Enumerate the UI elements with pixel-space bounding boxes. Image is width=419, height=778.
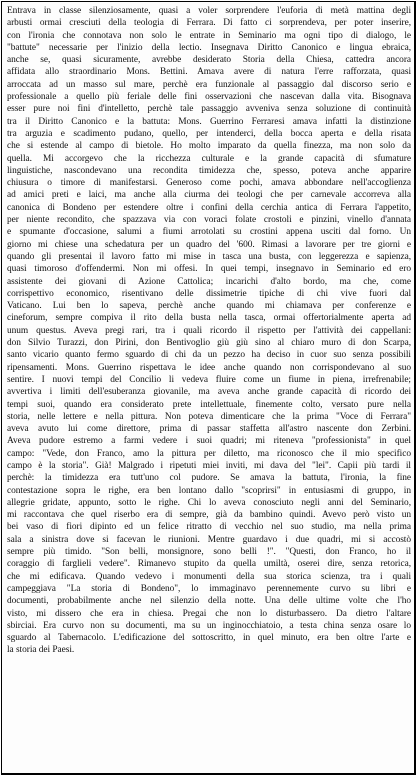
text-line: santo vicario quanto fermo sguardo di chi da un pezzo ha deciso in cuor suo senza possibili — [7, 350, 411, 361]
text-line: affidata allo straordinario Mons. Bettini. Amava avere di natura l'erre rafforzata, quasi — [7, 67, 411, 78]
text-line: e spumante d'occasione, salumi a fiumi arrotolati su crostini appena usciti dal forno. Un — [7, 227, 411, 238]
text-line: campo: "Vede, don Franco, amo la pittura per diletto, ma riconosco che il mio specifico — [7, 448, 411, 459]
text-line: esser pure noi fini d'intelletto, perchè tale passaggio avveniva senza soluzione di continuità — [7, 104, 411, 115]
text-line: chiusura o timore di manifestarsi. Generoso come pochi, amava abbondare nell'accoglienza — [7, 178, 411, 189]
text-line: giorno mi chiese una schedatura per un quadro del '600. Rimasi a lavorare per tre giorni e — [7, 239, 411, 250]
text-line: tra il Diritto Canonico e la battuta: Mons. Guerrino Ferraresi amava infatti la distinzione — [7, 116, 411, 127]
text-line: bei vaso di fiori dipinto ed un felice ritratto di vecchio nel suo studio, ma nella prima — [7, 522, 411, 533]
text-line: storia, nelle lettere e nella pittura. Non poteva dimenticare che la prima "Voce di Ferrara" — [7, 411, 411, 422]
text-line: con l'ironia che connotava non solo le entrate in Seminario ma ogni tipo di dialogo, le — [7, 30, 411, 41]
text-line: coraggio di farglieli vedere". Rimanevo stupito da quella umiltà, oserei dire, senza retorica, — [7, 559, 411, 570]
text-line: linguistiche, nascondevano una recondita timidezza che, spesso, poteva anche apparire — [7, 165, 411, 176]
text-line: sguardo al Tabernacolo. L'edificazione del sottoscritto, in quel minuto, era ben oltre l'arte e — [7, 633, 411, 644]
text-line: sala a sinistra dove si facevan le riunioni. Mentre guardavo i due quadri, mi si accostò — [7, 534, 411, 545]
text-line: documenti, probabilmente anche nel silenzio della notte. Una delle ultime volte che l'ho — [7, 596, 411, 607]
text-line: sentire. I nuovi tempi del Concilio li vedeva fluire come un fiume in piena, irrefrenabile; — [7, 374, 411, 385]
text-line: quasi timoroso d'offendermi. Non mi offesi. In quei tempi, insegnavo in Seminario ed ero — [7, 264, 411, 275]
text-line: allegrie gridate, appunto, sotto le righe. Chi lo aveva conosciuto negli anni del Seminario, — [7, 497, 411, 508]
scanned-page — [1, 1, 416, 775]
text-line: avvertiva i limiti dell'esuberanza giovanile, ma aveva anche grande capacità di ricordo dei — [7, 387, 411, 398]
text-line: ripensamenti. Mons. Guerrino rispettava le idee anche quando non corrispondevano al suo — [7, 362, 411, 373]
text-line: tempi suoi, quando era considerato prete intellettuale, finemente colto, versato pure nella — [7, 399, 411, 410]
text-line: don Silvio Turazzi, don Pirini, don Bentivoglio giù giù sino al chiaro muro di don Scarpa, — [7, 338, 411, 349]
text-line: Aveva pudore estremo a farmi vedere i suoi quadri; mi riteneva "professionista" in quel — [7, 436, 411, 447]
text-line: visto, mi dissero che era in chiesa. Pregai che non lo disturbassero. Da dietro l'altare — [7, 608, 411, 619]
text-line: professionale a quello più feriale delle fini osservazioni che nascevan dalla vita. Bisognava — [7, 92, 411, 103]
text-line: cineforum, sempre compiva il rito della busta nella tasca, ormai offertorialmente aperta ad — [7, 313, 411, 324]
text-line: corrispettivo economico, risentivano delle dissimetrie tipiche di chi vive fuori dal — [7, 288, 411, 299]
text-line: perchè: la timidezza era tutt'uno col pudore. Se amava la battuta, l'ironia, la fine — [7, 473, 411, 484]
text-line: unum questus. Aveva pregi rari, tra i quali ricordo il rispetto per l'attività dei cappellani: — [7, 325, 411, 336]
text-line: che si estende al campo di bietole. Ho molto imparato da quella finezza, ma non solo da — [7, 141, 411, 152]
text-line: quando gli presentai il lavoro fatto mi mise in tasca una busta, con leggerezza e sapienza, — [7, 251, 411, 262]
text-line: per niente recondito, che spazzava via con voraci folate crostoli e pinzini, vinello d'annata — [7, 215, 411, 226]
memoir-text-block — [7, 5, 411, 657]
text-line: che mi edificava. Quando vedevo i monumenti della sua storica scienza, tra i quali — [7, 571, 411, 582]
text-line: campeggiava "La storia di Bondeno", lo immaginavo perennemente curvo su libri e — [7, 583, 411, 594]
text-line: arroccata ad un masso sul mare, perchè era funzionale al passaggio dal discorso serio e — [7, 79, 411, 90]
text-line: campo è la storia". Già! Malgrado i ripetuti miei inviti, mi dava del "lei". Capii più tardi il — [7, 460, 411, 471]
text-line: Vaticano. Lui ben lo sapeva, perchè anche quando mi chiamava per conferenze e — [7, 301, 411, 312]
text-line: quella. Mi accorgevo che la ricchezza culturale e la grande capacità di sfumature — [7, 153, 411, 164]
text-line: tra arguzia e scadimento pudano, quello, per intenderci, della bocca aperta e della risata — [7, 128, 411, 139]
text-line: mi raccontava che quel riserbo era di sempre, già da bambino quindi. Avevo però visto un — [7, 510, 411, 521]
text-line: la storia dei Paesi. — [7, 645, 75, 656]
text-line: canonica di Bondeno per estendere oltre i confini della cerchia antica di Ferrara l'appetito, — [7, 202, 411, 213]
text-line: sempre più timido. "Son belli, monsignore, sono belli !". "Questi, don Franco, ho il — [7, 547, 411, 558]
text-line: anche se, quasi sicuramente, avrebbe desiderato Storia della Chiesa, cattedra ancora — [7, 55, 411, 66]
text-line: "battute" necessarie per l'inizio della lectio. Insegnava Diritto Canonico e lingua ebraica, — [7, 42, 411, 53]
text-line: ad amici preti e laici, ma anche alla ciurma dei teologi che per carnevale accorreva alla — [7, 190, 411, 201]
text-line: aveva avuto lui come direttore, prima di passar staffetta all'astro nascente don Zerbini. — [7, 424, 411, 435]
text-line: assistente dei giovani di Azione Cattolica; incarichi d'alto bordo, ma che, come — [7, 276, 411, 287]
text-line: arbusti ormai cresciuti della teologia di Ferrara. Di fatto ci sorprendeva, per poter inserire, — [7, 18, 411, 29]
text-line: contestazione sopra le righe, era ben lontano dallo "scoprirsi" in entusiasmi di gruppo, in — [7, 485, 411, 496]
text-line: sbirciai. Era curvo non su documenti, ma su un inginocchiatoio, a testa china senza osare lo — [7, 620, 411, 631]
text-line: Entrava in classe silenziosamente, quasi a voler sorprendere l'euforia di metà mattina degli — [7, 6, 411, 16]
